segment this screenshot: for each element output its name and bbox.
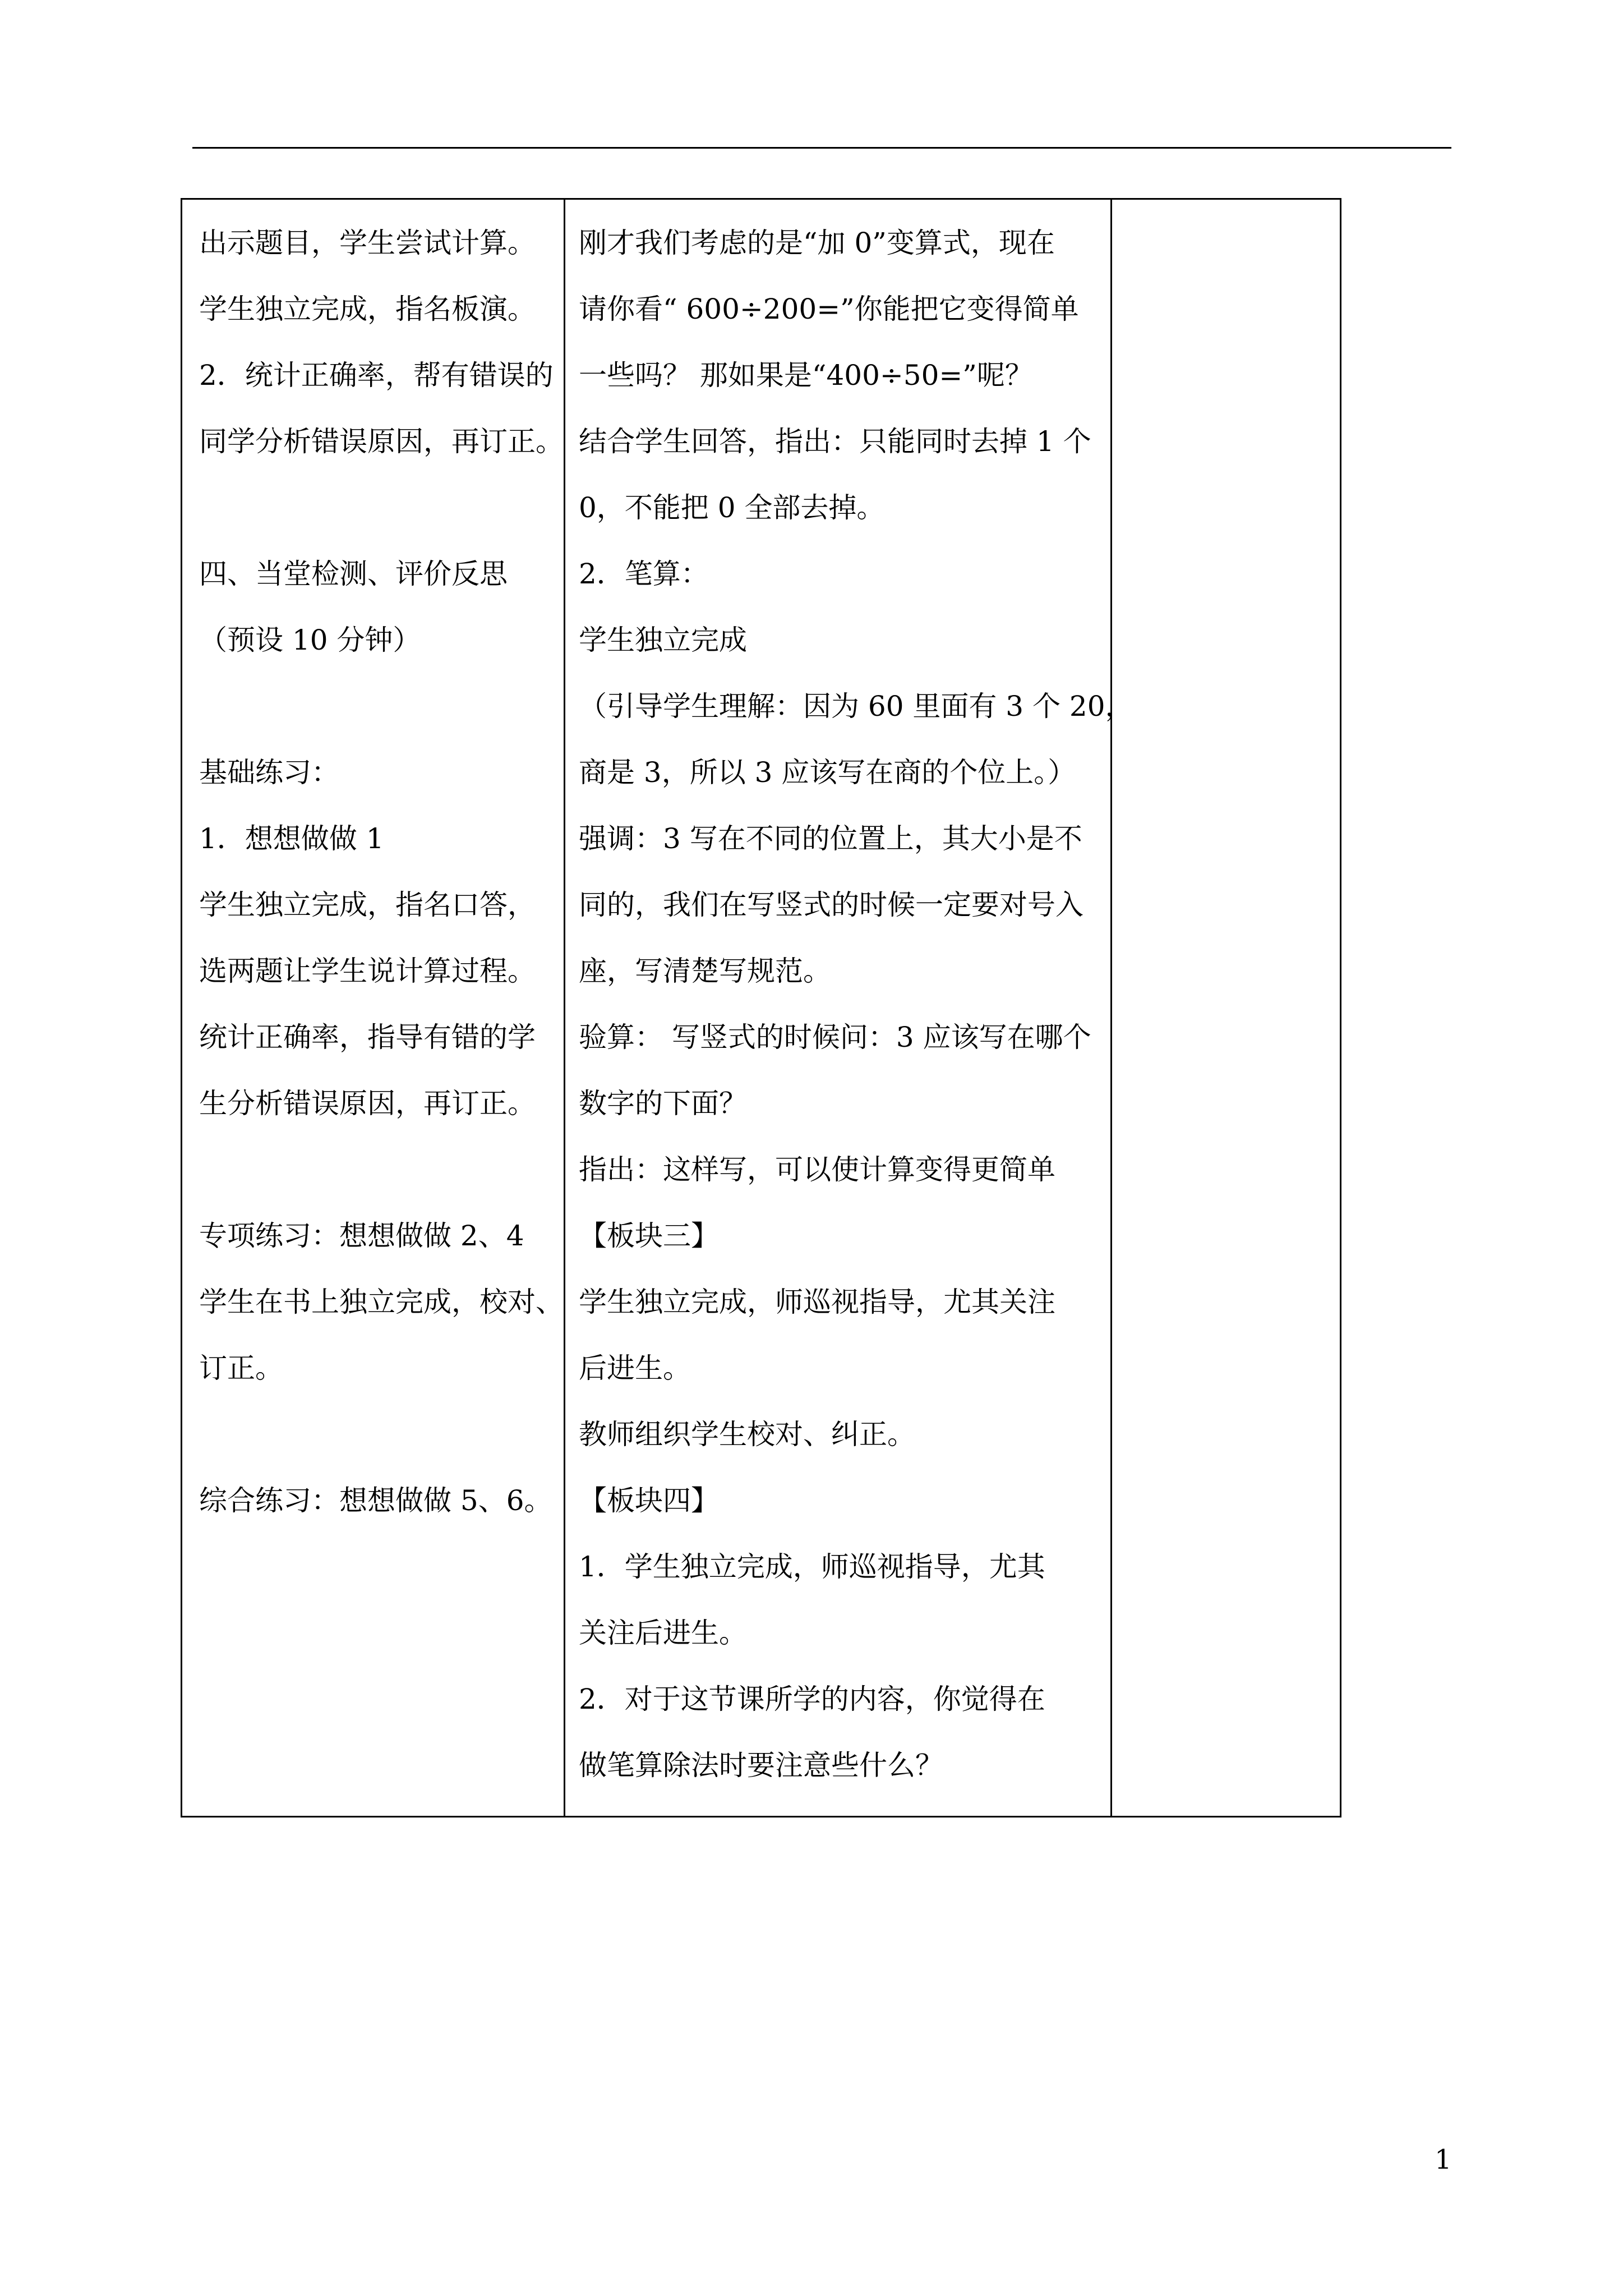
text-line: 刚才我们考虑的是“加 0”变算式，现在 xyxy=(579,227,1055,259)
middle-column-cell xyxy=(579,210,1133,1798)
text-line: 后进生。 xyxy=(579,1352,691,1384)
text-line: 【板块四】 xyxy=(579,1484,719,1517)
text-line: 关注后进生。 xyxy=(579,1617,747,1649)
text-line: 结合学生回答，指出：只能同时去掉 1 个 xyxy=(579,425,1091,458)
text-line: 指出：这样写，可以使计算变得更简单 xyxy=(579,1153,1055,1186)
text-line: 请你看“ 600÷200=”你能把它变得简单 xyxy=(579,293,1079,325)
text-line: 选两题让学生说计算过程。 xyxy=(199,955,536,987)
text-line: 验算： 写竖式的时候问：3 应该写在哪个 xyxy=(579,1021,1091,1053)
text-line: 做笔算除法时要注意些什么？ xyxy=(579,1749,943,1782)
text-line: 【板块三】 xyxy=(579,1220,719,1252)
column-divider-1 xyxy=(564,200,565,1816)
text-line: 强调：3 写在不同的位置上，其大小是不 xyxy=(579,822,1082,855)
text-line: 同的，我们在写竖式的时候一定要对号入 xyxy=(579,889,1083,921)
text-line: 同学分析错误原因，再订正。 xyxy=(199,425,564,458)
blank-line xyxy=(199,673,558,739)
text-line: 商是 3，所以 3 应该写在商的个位上。） xyxy=(579,756,1076,789)
lesson-table xyxy=(181,198,1341,1818)
text-line: 综合练习：想想做做 5、6。 xyxy=(199,1484,552,1517)
column-divider-2 xyxy=(1110,200,1112,1816)
blank-line xyxy=(199,1401,558,1467)
text-line: （预设 10 分钟） xyxy=(199,624,421,656)
text-line: 1．学生独立完成，师巡视指导，尤其 xyxy=(579,1550,1045,1583)
text-line: 学生独立完成，指名板演。 xyxy=(199,293,536,325)
text-line: 学生独立完成，指名口答， xyxy=(199,889,536,921)
text-line: 生分析错误原因，再订正。 xyxy=(199,1087,536,1120)
text-line: 出示题目，学生尝试计算。 xyxy=(199,227,536,259)
text-line: （引导学生理解：因为 60 里面有 3 个 20， xyxy=(579,690,1133,723)
text-line: 学生在书上独立完成，校对、 xyxy=(199,1286,564,1318)
text-line: 订正。 xyxy=(199,1352,283,1384)
text-line: 数字的下面？ xyxy=(579,1087,747,1120)
blank-line xyxy=(199,475,558,541)
text-line: 四、当堂检测、评价反思 xyxy=(199,558,508,590)
text-line: 基础练习： xyxy=(199,756,339,789)
text-line: 2．笔算： xyxy=(579,558,709,590)
text-line: 1．想想做做 1 xyxy=(199,822,384,855)
text-line: 学生独立完成，师巡视指导，尤其关注 xyxy=(579,1286,1055,1318)
page-number: 1 xyxy=(1435,2144,1452,2175)
text-line: 教师组织学生校对、纠正。 xyxy=(579,1418,915,1451)
blank-line xyxy=(199,1137,558,1203)
left-column-cell xyxy=(199,210,564,1534)
text-line: 2．对于这节课所学的内容，你觉得在 xyxy=(579,1683,1045,1715)
text-line: 一些吗？ 那如果是“400÷50=”呢？ xyxy=(579,359,1033,392)
header-rule xyxy=(192,147,1451,149)
text-line: 0，不能把 0 全部去掉。 xyxy=(579,491,885,524)
text-line: 学生独立完成 xyxy=(579,624,747,656)
text-line: 统计正确率，指导有错的学 xyxy=(199,1021,536,1053)
text-line: 2．统计正确率，帮有错误的 xyxy=(199,359,554,392)
text-line: 专项练习：想想做做 2、4 xyxy=(199,1220,524,1252)
text-line: 座，写清楚写规范。 xyxy=(579,955,831,987)
